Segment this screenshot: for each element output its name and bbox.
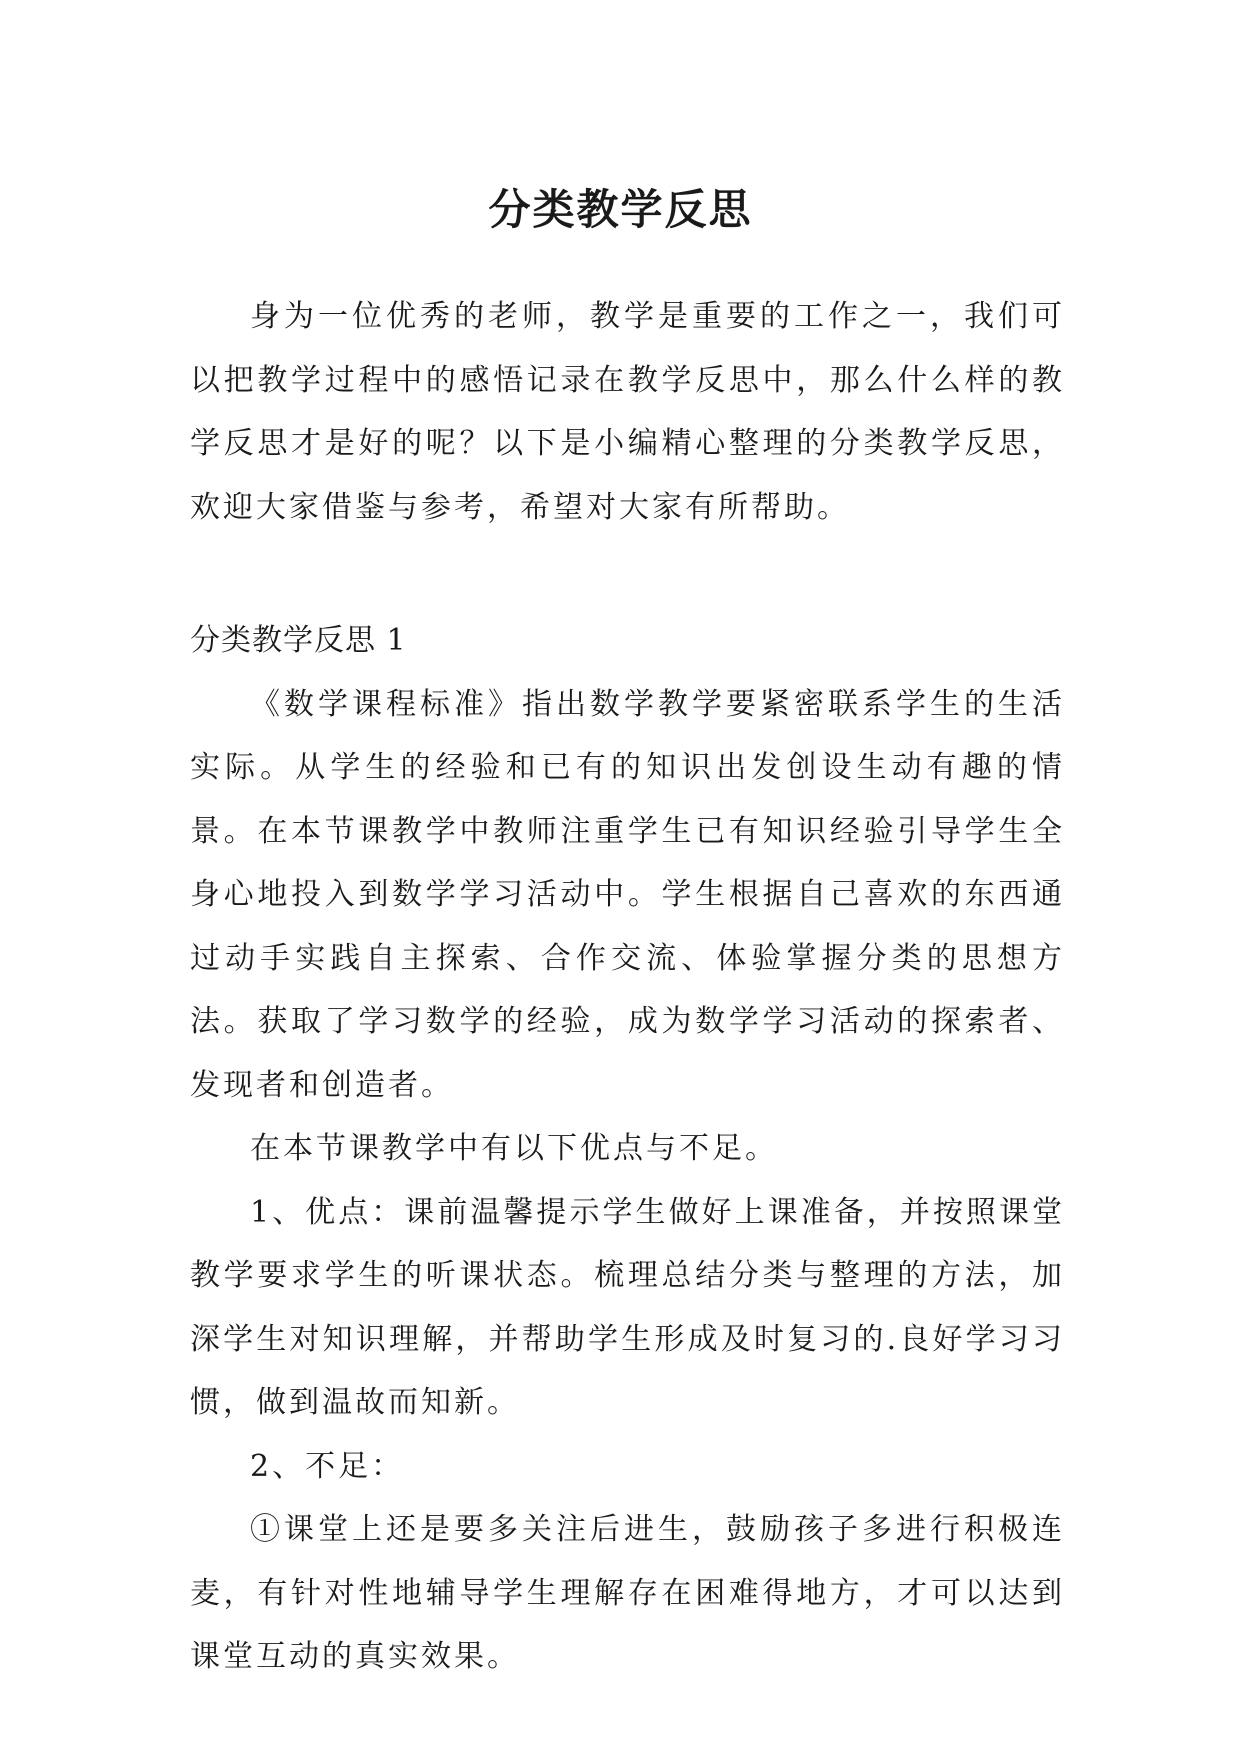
intro-paragraph: 身为一位优秀的老师，教学是重要的工作之一，我们可以把教学过程中的感悟记录在教学反思中，那么什么样的教学反思才是好的呢？以下是小编精心整理的分类教学反思，欢迎大家借鉴与参考，希望对大家有所帮助。 (190, 299, 1065, 525)
section-heading: 分类教学反思 1 (190, 623, 407, 658)
body-paragraph-4: 2、不足： (250, 1448, 405, 1484)
body-paragraph-5: ①课堂上还是要多关注后进生，鼓励孩子多进行积极连麦，有针对性地辅导学生理解存在困难得地方，才可以达到课堂互动的真实效果。 (190, 1512, 1065, 1674)
body-paragraph-2: 在本节课教学中有以下优点与不足。 (250, 1131, 778, 1166)
body-paragraph-1: 《数学课程标准》指出数学教学要紧密联系学生的生活实际。从学生的经验和已有的知识出发创设生动有趣的情景。在本节课教学中教师注重学生已有知识经验引导学生全身心地投入到数学学习活动中。学生根据自己喜欢的东西通过动手实践自主探索、合作交流、体验掌握分类的思想方法。获取了学习数学的经验，成为数学学习活动的探索者、发现者和创造者。 (190, 686, 1065, 1103)
body-paragraph-3: 1、优点：课前温馨提示学生做好上课准备，并按照课堂教学要求学生的听课状态。梳理总结分类与整理的方法，加深学生对知识理解，并帮助学生形成及时复习的.良好学习习惯，做到温故而知新。 (190, 1194, 1065, 1420)
page-title: 分类教学反思 (488, 185, 753, 235)
document-body (190, 285, 1065, 1689)
